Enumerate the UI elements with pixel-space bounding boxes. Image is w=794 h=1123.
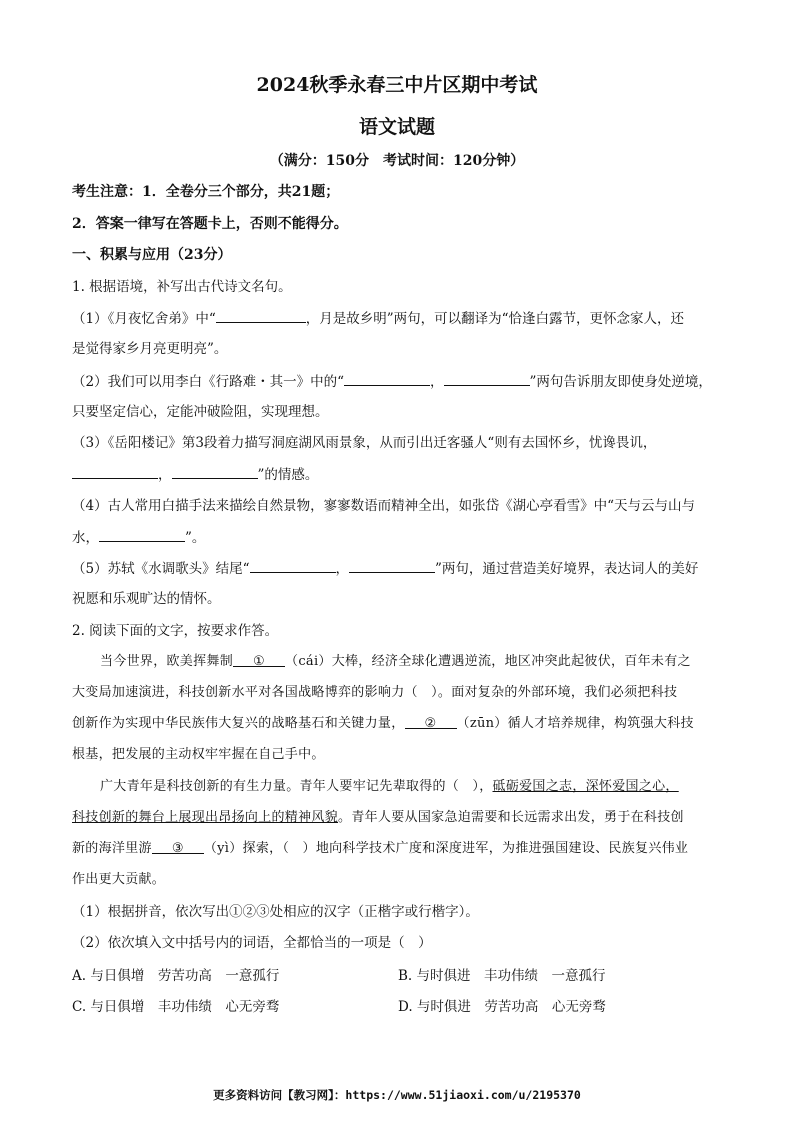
passage-text: （yì）探索，（ ）地向科学技术广度和深度进军，为推进强国建设、民族复兴伟业: [203, 841, 689, 856]
pinyin-blank-2[interactable]: [405, 714, 457, 729]
q2-passage-line: 根基，把发展的主动权牢牢握在自己手中。: [72, 747, 325, 762]
section-1-heading: 一、积累与应用（23分）: [72, 247, 232, 263]
passage-text: 当今世界，欧美挥舞制: [100, 654, 234, 669]
q1-text: （2）我们可以用李白《行路难・其一》中的“: [72, 374, 344, 390]
pinyin-blank-3[interactable]: [152, 839, 204, 854]
answer-blank[interactable]: [216, 308, 306, 323]
exam-info: （满分：150分 考试时间：120分钟）: [269, 153, 525, 169]
underlined-sentence: 科技创新的舞台上展现出昂扬向上的精神风貌: [72, 810, 339, 825]
q1-item-5-cont: 祝愿和乐观旷达的情怀。: [72, 591, 221, 607]
passage-text: 。青年人要从国家急迫需要和长远需求出发，勇于在科技创: [338, 810, 684, 825]
q1-text: （5）苏轼《水调歌头》结尾“: [72, 561, 250, 577]
subject-title: 语文试题: [358, 116, 435, 138]
q1-text: ，: [158, 467, 172, 483]
q1-text: （1）《月夜忆舍弟》中“: [72, 311, 216, 327]
pinyin-blank-1[interactable]: [233, 652, 285, 667]
underlined-sentence: 砥砺爱国之志，深怀爱国之心，: [492, 779, 679, 794]
answer-blank[interactable]: [444, 371, 530, 386]
q1-item-3: （3）《岳阳楼记》第3段着力描写洞庭湖风雨景象，从而引出迁客骚人“则有去国怀乡，忧谗畏讥，: [72, 435, 657, 451]
q2-passage-line: [72, 714, 732, 734]
q1-text: ”两句，通过营造美好境界，表达词人的美好: [435, 561, 699, 577]
answer-blank[interactable]: [172, 464, 258, 479]
q1-stem: 1. 根据语境，补写出古代诗文名句。: [72, 279, 292, 295]
q2-passage-line: [72, 839, 732, 859]
passage-text: （cái）大棒，经济全球化遭遇逆流，地区冲突此起彼伏，百年未有之: [285, 654, 691, 669]
q1-item-5: [72, 558, 732, 579]
q1-text: ，月是故乡明”两句，可以翻译为“恰逢白露节，更怀念家人，还: [305, 311, 685, 327]
q1-text: ，: [430, 374, 444, 390]
answer-blank[interactable]: [99, 527, 185, 542]
passage-text: 广大青年是科技创新的有生力量。青年人要牢记先辈取得的（ ），: [100, 779, 493, 794]
footer-link[interactable]: 更多资料访问【教习网】：https://www.51jiaoxi.com/u/2195370: [213, 1088, 581, 1102]
q2-passage-line: [100, 777, 732, 797]
q1-text: ，: [335, 561, 349, 577]
passage-text: 新的海洋里游: [72, 841, 152, 856]
exam-title: 2024秋季永春三中片区期中考试: [256, 74, 538, 96]
q1-item-4-cont: [72, 527, 732, 548]
q2-passage-line: 作出更大贡献。: [72, 872, 166, 887]
notice-line-2: 2．答案一律写在答题卡上，否则不能得分。: [72, 216, 348, 232]
q2-passage-line: [100, 652, 732, 672]
q1-item-2: [72, 371, 732, 392]
q1-text: ”。: [185, 530, 206, 546]
option-c[interactable]: C. 与日俱增 丰功伟绩 心无旁骛: [72, 999, 280, 1015]
blank-marker: ③: [171, 841, 184, 856]
q2-sub-2: （2）依次填入文中括号内的词语，全都恰当的一项是（ ）: [72, 935, 432, 951]
q2-stem: 2. 阅读下面的文字，按要求作答。: [72, 623, 279, 639]
blank-marker: ①: [253, 654, 265, 669]
passage-text: 创新作为实现中华民族伟大复兴的战略基石和关键力量，: [72, 716, 405, 731]
q1-item-1: [72, 308, 732, 329]
answer-blank[interactable]: [349, 558, 435, 573]
q1-item-1-cont: 是觉得家乡月亮更明亮”。: [72, 341, 228, 357]
answer-blank[interactable]: [344, 371, 430, 386]
notice-line-1: 考生注意：1．全卷分三个部分，共21题；: [72, 184, 340, 200]
q2-sub-1: （1）根据拼音，依次写出①②③处相应的汉字（正楷字或行楷字）。: [72, 904, 479, 920]
q1-item-4: （4）古人常用白描手法来描绘自然景物，寥寥数语而精神全出，如张岱《湖心亭看雪》中“天与云与山与: [72, 498, 695, 514]
passage-text: （zūn）循人才培养规律，构筑强大科技: [456, 716, 694, 731]
answer-blank[interactable]: [250, 558, 336, 573]
q2-passage-line: [72, 808, 732, 828]
q2-passage-line: 大变局加速演进，科技创新水平对各国战略博弈的影响力（ ）。面对复杂的外部环境，我们必须把科技: [72, 685, 678, 700]
blank-marker: ②: [424, 716, 437, 731]
q1-text: ”两句告诉朋友即使身处逆境，: [529, 374, 712, 390]
answer-blank[interactable]: [72, 464, 158, 479]
option-b[interactable]: B. 与时俱进 丰功伟绩 一意孤行: [398, 968, 606, 984]
q1-text: ”的情感。: [257, 467, 319, 483]
q1-item-2-cont: 只要坚定信心，定能冲破险阻，实现理想。: [72, 404, 329, 420]
option-a[interactable]: A. 与日俱增 劳苦功高 一意孤行: [72, 968, 280, 984]
q1-text: 水，: [72, 530, 99, 546]
q1-item-3-cont: [72, 464, 732, 485]
option-d[interactable]: D. 与时俱进 劳苦功高 心无旁骛: [398, 999, 606, 1015]
